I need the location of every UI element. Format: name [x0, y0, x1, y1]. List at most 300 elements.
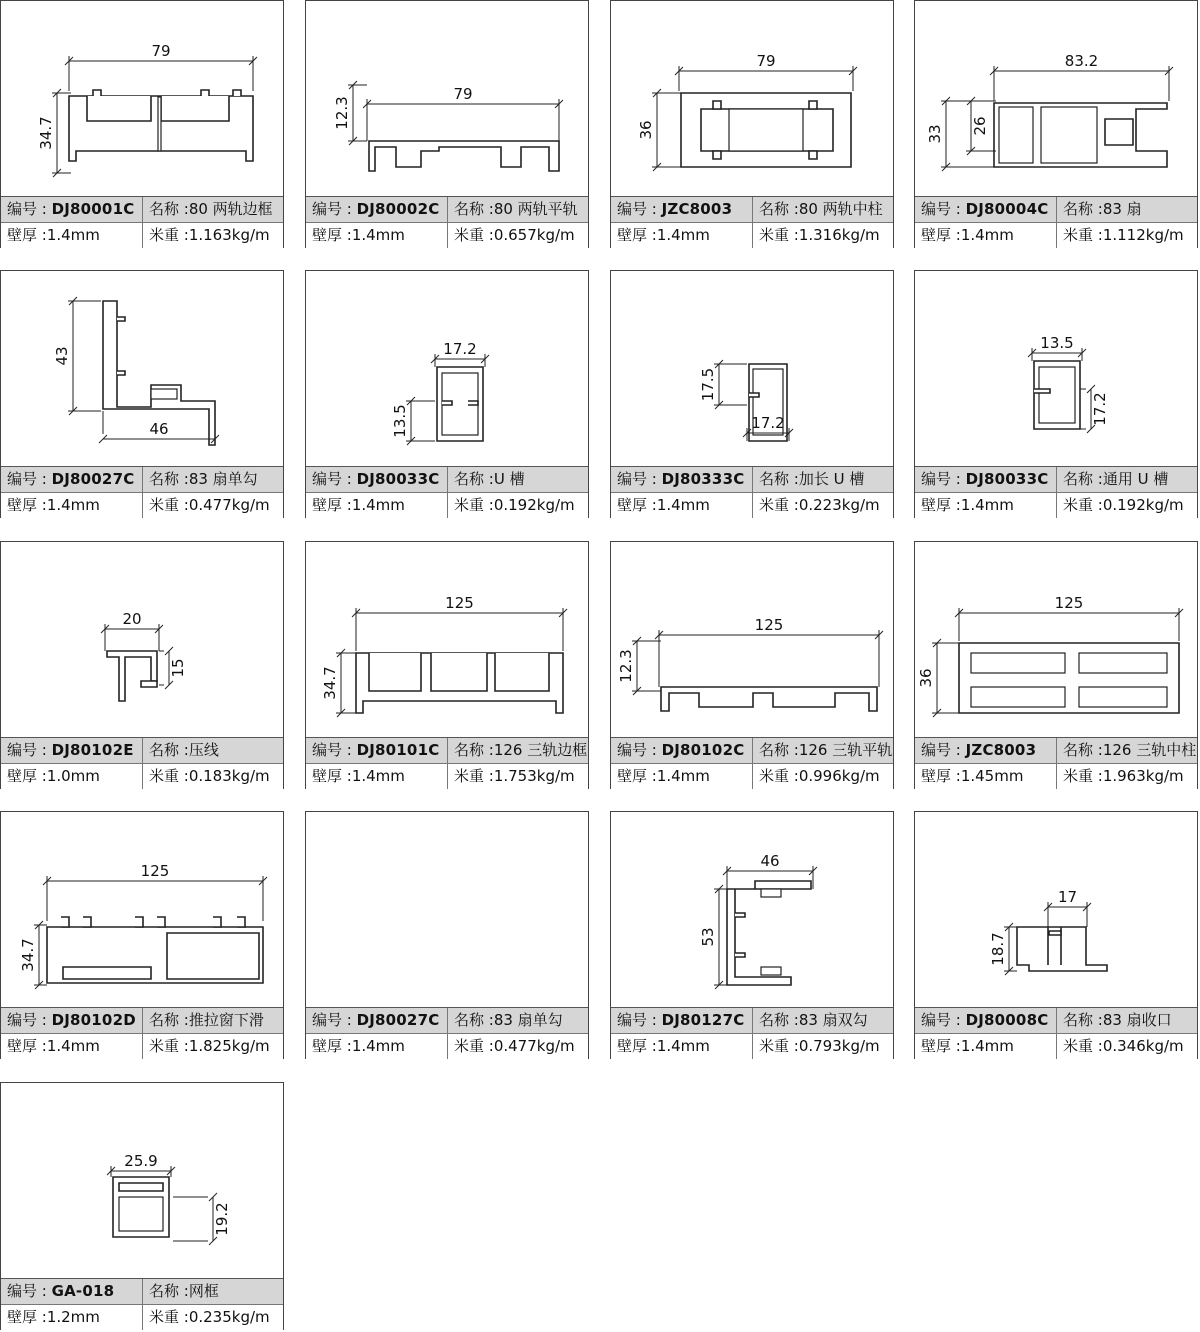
- product-code: DJ80004C: [965, 200, 1049, 218]
- wall-label: 壁厚 :: [312, 767, 352, 785]
- wall-label: 壁厚 :: [7, 767, 47, 785]
- name-cell: [143, 1279, 283, 1304]
- profile-chamber: [1079, 687, 1167, 707]
- profile-chamber: [151, 389, 177, 399]
- spec-row-id: [1, 1007, 283, 1033]
- name-cell: [448, 197, 588, 222]
- wall-thickness: 1.4mm: [656, 226, 710, 244]
- spec-row-physical: [611, 222, 893, 248]
- spec-row-id: [1, 466, 283, 492]
- code-label: 编号 :: [921, 200, 966, 218]
- profile-outline: [1034, 389, 1050, 393]
- dimension-label: 34.7: [19, 938, 37, 972]
- wall-cell: [1, 764, 143, 789]
- product-code: DJ80127C: [661, 1011, 745, 1029]
- wall-label: 壁厚 :: [617, 1037, 657, 1055]
- profile-outline: [117, 317, 125, 375]
- wall-label: 壁厚 :: [312, 496, 352, 514]
- wall-label: 壁厚 :: [921, 226, 961, 244]
- code-label: 编号 :: [312, 470, 357, 488]
- meter-weight: 1.753kg/m: [493, 767, 575, 785]
- meter-weight: 0.477kg/m: [188, 496, 270, 514]
- code-label: 编号 :: [7, 200, 52, 218]
- product-code: DJ80102C: [661, 741, 745, 759]
- code-label: 编号 :: [921, 1011, 966, 1029]
- meter-weight: 0.183kg/m: [188, 767, 270, 785]
- dimension-label: 36: [637, 120, 655, 140]
- name-cell: [143, 738, 283, 763]
- dimension-label: 53: [699, 927, 717, 947]
- wall-thickness: 1.4mm: [351, 767, 405, 785]
- name-label: 名称 :: [1063, 741, 1103, 759]
- product-card: [0, 0, 284, 248]
- dimension-label: 13.5: [1040, 334, 1074, 352]
- product-code: DJ80102E: [51, 741, 134, 759]
- weight-label: 米重 :: [454, 496, 494, 514]
- weight-cell: [753, 223, 893, 248]
- spec-table: [611, 196, 893, 247]
- profile-drawing: [915, 1, 1197, 197]
- wall-thickness: 1.4mm: [351, 496, 405, 514]
- product-name: 加长 U 槽: [798, 470, 865, 488]
- name-cell: [143, 467, 283, 492]
- spec-row-physical: [1, 222, 283, 248]
- profile-drawing: [306, 271, 588, 467]
- profile-outline: [63, 967, 151, 979]
- weight-label: 米重 :: [149, 767, 189, 785]
- product-code: DJ80333C: [661, 470, 745, 488]
- dimension-label: 12.3: [333, 96, 351, 130]
- product-name: 83 扇单勾: [188, 470, 258, 488]
- meter-weight: 1.112kg/m: [1102, 226, 1184, 244]
- dimension-label: 46: [760, 852, 780, 870]
- product-card: [914, 270, 1198, 518]
- product-name: U 槽: [493, 470, 525, 488]
- wall-label: 壁厚 :: [312, 1037, 352, 1055]
- product-code: JZC8003: [965, 741, 1037, 759]
- profile-outline: [107, 651, 157, 701]
- spec-table: [915, 1007, 1197, 1058]
- spec-table: [611, 1007, 893, 1058]
- profile-chamber: [158, 97, 161, 151]
- profile-chamber: [1041, 107, 1097, 163]
- wall-label: 壁厚 :: [312, 226, 352, 244]
- code-label: 编号 :: [7, 1011, 52, 1029]
- code-cell: [915, 197, 1057, 222]
- profile-drawing: [611, 1, 893, 197]
- wall-thickness: 1.4mm: [960, 496, 1014, 514]
- code-label: 编号 :: [617, 470, 662, 488]
- profile-svg: [915, 542, 1197, 738]
- profile-drawing: [1, 1083, 283, 1279]
- code-label: 编号 :: [617, 741, 662, 759]
- profile-chamber: [761, 889, 781, 897]
- spec-row-id: [915, 737, 1197, 763]
- product-name: 通用 U 槽: [1102, 470, 1169, 488]
- name-label: 名称 :: [149, 470, 189, 488]
- product-name: 83 扇: [1102, 200, 1142, 218]
- profile-svg: [915, 271, 1197, 467]
- profile-outline: [1105, 119, 1133, 145]
- spec-row-physical: [611, 1033, 893, 1059]
- spec-table: [306, 466, 588, 517]
- dimension-label: 125: [445, 594, 474, 612]
- weight-cell: [448, 493, 588, 518]
- profile-outline: [661, 687, 877, 711]
- product-card: [0, 811, 284, 1059]
- weight-label: 米重 :: [759, 767, 799, 785]
- code-label: 编号 :: [921, 470, 966, 488]
- product-name: 83 扇单勾: [493, 1011, 563, 1029]
- name-cell: [1057, 197, 1197, 222]
- profile-drawing: [1, 542, 283, 738]
- meter-weight: 0.192kg/m: [1102, 496, 1184, 514]
- name-cell: [448, 738, 588, 763]
- code-label: 编号 :: [312, 1011, 357, 1029]
- spec-row-id: [611, 196, 893, 222]
- dimension-label: 125: [754, 616, 784, 634]
- name-label: 名称 :: [454, 741, 494, 759]
- product-card: [305, 541, 589, 789]
- profile-drawing: [915, 812, 1197, 1008]
- product-card: [0, 541, 284, 789]
- spec-row-id: [611, 1007, 893, 1033]
- meter-weight: 1.316kg/m: [798, 226, 880, 244]
- wall-thickness: 1.4mm: [656, 767, 710, 785]
- spec-row-id: [915, 1007, 1197, 1033]
- product-code: JZC8003: [661, 200, 733, 218]
- weight-cell: [753, 1034, 893, 1059]
- name-label: 名称 :: [454, 470, 494, 488]
- profile-svg: [915, 812, 1197, 1008]
- profile-chamber: [119, 1197, 163, 1231]
- name-label: 名称 :: [149, 1011, 189, 1029]
- wall-cell: [1, 1305, 143, 1330]
- product-code: DJ80008C: [965, 1011, 1049, 1029]
- name-label: 名称 :: [454, 200, 494, 218]
- wall-cell: [915, 1034, 1057, 1059]
- spec-row-physical: [1, 763, 283, 789]
- spec-row-id: [306, 466, 588, 492]
- code-cell: [611, 738, 753, 763]
- meter-weight: 1.825kg/m: [188, 1037, 270, 1055]
- wall-cell: [915, 493, 1057, 518]
- spec-row-id: [611, 466, 893, 492]
- spec-row-id: [1, 1278, 283, 1304]
- product-code: DJ80033C: [965, 470, 1049, 488]
- profile-svg: [1, 1083, 283, 1279]
- spec-table: [306, 1007, 588, 1058]
- code-label: 编号 :: [7, 470, 52, 488]
- dimension-label: 15: [169, 658, 187, 678]
- name-cell: [448, 1008, 588, 1033]
- code-cell: [1, 1008, 143, 1033]
- profile-chamber: [1079, 653, 1167, 673]
- profile-outline: [369, 653, 549, 691]
- wall-thickness: 1.4mm: [46, 226, 100, 244]
- dimension-label: 17: [1057, 888, 1078, 906]
- name-label: 名称 :: [759, 1011, 799, 1029]
- meter-weight: 0.223kg/m: [798, 496, 880, 514]
- dimension-label: 36: [917, 668, 935, 688]
- wall-cell: [611, 223, 753, 248]
- weight-cell: [1057, 1034, 1197, 1059]
- profile-svg: [1, 1, 283, 197]
- spec-table: [1, 466, 283, 517]
- weight-label: 米重 :: [1063, 496, 1103, 514]
- wall-label: 壁厚 :: [617, 226, 657, 244]
- profile-drawing: [915, 542, 1197, 738]
- weight-label: 米重 :: [759, 1037, 799, 1055]
- weight-cell: [143, 764, 283, 789]
- meter-weight: 0.996kg/m: [798, 767, 880, 785]
- profile-svg: [306, 812, 588, 1008]
- wall-label: 壁厚 :: [921, 767, 961, 785]
- meter-weight: 1.963kg/m: [1102, 767, 1184, 785]
- weight-label: 米重 :: [454, 767, 494, 785]
- product-card: [610, 270, 894, 518]
- profile-svg: [1, 812, 283, 1008]
- profile-svg: [306, 1, 588, 197]
- profile-chamber: [729, 109, 803, 151]
- product-name: 83 扇收口: [1102, 1011, 1172, 1029]
- profile-drawing: [915, 271, 1197, 467]
- profile-drawing: [611, 542, 893, 738]
- code-label: 编号 :: [617, 200, 662, 218]
- profile-outline: [141, 681, 157, 687]
- weight-cell: [143, 493, 283, 518]
- profile-drawing: [611, 271, 893, 467]
- name-label: 名称 :: [149, 1282, 189, 1300]
- wall-thickness: 1.4mm: [656, 496, 710, 514]
- name-label: 名称 :: [1063, 200, 1103, 218]
- profile-drawing: [306, 812, 588, 1008]
- product-code: DJ80102D: [51, 1011, 136, 1029]
- spec-row-physical: [306, 222, 588, 248]
- name-cell: [1057, 1008, 1197, 1033]
- product-name: 126 三轨中柱: [1102, 741, 1197, 759]
- spec-row-id: [1, 196, 283, 222]
- wall-thickness: 1.4mm: [46, 496, 100, 514]
- profile-svg: [611, 542, 893, 738]
- product-card: [305, 0, 589, 248]
- name-cell: [753, 738, 893, 763]
- weight-label: 米重 :: [759, 496, 799, 514]
- profile-chamber: [999, 107, 1033, 163]
- profile-chamber: [1039, 367, 1075, 423]
- profile-svg: [611, 1, 893, 197]
- wall-thickness: 1.45mm: [960, 767, 1024, 785]
- profile-chamber: [971, 687, 1065, 707]
- dimension-label: 26: [971, 116, 989, 136]
- profile-drawing: [1, 1, 283, 197]
- name-label: 名称 :: [454, 1011, 494, 1029]
- weight-cell: [1057, 223, 1197, 248]
- wall-cell: [611, 764, 753, 789]
- code-cell: [611, 1008, 753, 1033]
- profile-svg: [915, 1, 1197, 197]
- product-name: 网框: [188, 1282, 219, 1300]
- dimension-label: 125: [140, 862, 170, 880]
- profile-outline: [61, 917, 245, 927]
- product-card: [0, 1082, 284, 1330]
- product-code: DJ80001C: [51, 200, 135, 218]
- code-cell: [1, 1279, 143, 1304]
- product-code: DJ80002C: [356, 200, 440, 218]
- spec-row-physical: [611, 492, 893, 518]
- wall-label: 壁厚 :: [7, 226, 47, 244]
- spec-table: [1, 1007, 283, 1058]
- spec-table: [915, 737, 1197, 788]
- profile-svg: [1, 542, 283, 738]
- profile-outline: [735, 913, 745, 957]
- meter-weight: 0.346kg/m: [1102, 1037, 1184, 1055]
- weight-cell: [448, 1034, 588, 1059]
- dimension-label: 34.7: [37, 116, 55, 150]
- name-label: 名称 :: [1063, 1011, 1103, 1029]
- product-card: [610, 541, 894, 789]
- dimension-label: 46: [149, 420, 169, 438]
- spec-row-physical: [915, 763, 1197, 789]
- weight-cell: [143, 223, 283, 248]
- wall-thickness: 1.0mm: [46, 767, 100, 785]
- product-name: 推拉窗下滑: [188, 1011, 264, 1029]
- name-cell: [1057, 738, 1197, 763]
- spec-table: [611, 737, 893, 788]
- profile-outline: [167, 933, 259, 979]
- name-label: 名称 :: [759, 741, 799, 759]
- product-code: GA-018: [51, 1282, 115, 1300]
- profile-drawing: [611, 812, 893, 1008]
- spec-row-id: [306, 196, 588, 222]
- wall-label: 壁厚 :: [7, 496, 47, 514]
- product-code: DJ80027C: [356, 1011, 440, 1029]
- product-card: [914, 811, 1198, 1059]
- meter-weight: 0.477kg/m: [493, 1037, 575, 1055]
- meter-weight: 0.192kg/m: [493, 496, 575, 514]
- dimension-label: 17.2: [751, 414, 785, 432]
- wall-cell: [306, 223, 448, 248]
- spec-row-id: [915, 466, 1197, 492]
- wall-cell: [611, 493, 753, 518]
- code-cell: [306, 197, 448, 222]
- wall-thickness: 1.4mm: [656, 1037, 710, 1055]
- weight-label: 米重 :: [149, 1037, 189, 1055]
- spec-row-id: [306, 1007, 588, 1033]
- code-label: 编号 :: [312, 200, 357, 218]
- profile-svg: [306, 271, 588, 467]
- profile-svg: [306, 542, 588, 738]
- name-label: 名称 :: [759, 470, 799, 488]
- weight-cell: [143, 1034, 283, 1059]
- spec-table: [611, 466, 893, 517]
- name-cell: [448, 467, 588, 492]
- product-name: 压线: [188, 741, 219, 759]
- code-cell: [306, 738, 448, 763]
- spec-row-physical: [1, 492, 283, 518]
- wall-label: 壁厚 :: [7, 1308, 47, 1326]
- product-card: [0, 270, 284, 518]
- wall-cell: [1, 223, 143, 248]
- wall-thickness: 1.4mm: [960, 1037, 1014, 1055]
- weight-label: 米重 :: [1063, 767, 1103, 785]
- weight-cell: [143, 1305, 283, 1330]
- spec-row-id: [306, 737, 588, 763]
- dimension-label: 18.7: [989, 932, 1007, 966]
- wall-thickness: 1.4mm: [351, 226, 405, 244]
- product-code: DJ80027C: [51, 470, 135, 488]
- code-cell: [306, 467, 448, 492]
- spec-row-physical: [306, 763, 588, 789]
- wall-cell: [1, 493, 143, 518]
- dimension-label: 19.2: [213, 1202, 231, 1236]
- meter-weight: 0.235kg/m: [188, 1308, 270, 1326]
- code-label: 编号 :: [617, 1011, 662, 1029]
- dimension-label: 17.2: [1091, 392, 1109, 426]
- spec-table: [915, 466, 1197, 517]
- spec-row-id: [915, 196, 1197, 222]
- spec-table: [306, 196, 588, 247]
- spec-row-id: [611, 737, 893, 763]
- product-name: 80 两轨平轨: [493, 200, 578, 218]
- product-code: DJ80101C: [356, 741, 440, 759]
- wall-label: 壁厚 :: [921, 496, 961, 514]
- wall-cell: [1, 1034, 143, 1059]
- dimension-label: 12.3: [617, 649, 635, 683]
- product-name: 80 两轨中柱: [798, 200, 883, 218]
- product-name: 83 扇双勾: [798, 1011, 868, 1029]
- spec-row-physical: [915, 492, 1197, 518]
- name-cell: [753, 1008, 893, 1033]
- wall-cell: [611, 1034, 753, 1059]
- spec-table: [915, 196, 1197, 247]
- spec-table: [1, 737, 283, 788]
- spec-row-physical: [1, 1304, 283, 1330]
- dimension-label: 34.7: [321, 666, 339, 700]
- dimension-label: 79: [756, 52, 776, 70]
- dimension-label: 25.9: [124, 1152, 158, 1170]
- profile-chamber: [971, 653, 1065, 673]
- code-label: 编号 :: [7, 1282, 52, 1300]
- profile-outline: [1017, 927, 1107, 971]
- wall-cell: [306, 764, 448, 789]
- profile-svg: [1, 271, 283, 467]
- code-cell: [1, 467, 143, 492]
- name-cell: [1057, 467, 1197, 492]
- weight-label: 米重 :: [1063, 226, 1103, 244]
- name-label: 名称 :: [149, 741, 189, 759]
- code-cell: [1, 738, 143, 763]
- dimension-label: 43: [53, 346, 71, 366]
- spec-row-physical: [611, 763, 893, 789]
- code-cell: [1, 197, 143, 222]
- code-cell: [915, 738, 1057, 763]
- wall-label: 壁厚 :: [617, 767, 657, 785]
- dimension-label: 13.5: [391, 404, 409, 438]
- code-cell: [611, 467, 753, 492]
- dimension-label: 17.2: [443, 340, 477, 358]
- profile-svg: [611, 812, 893, 1008]
- profile-drawing: [306, 1, 588, 197]
- wall-label: 壁厚 :: [617, 496, 657, 514]
- name-label: 名称 :: [149, 200, 189, 218]
- spec-table: [1, 1278, 283, 1329]
- wall-thickness: 1.4mm: [960, 226, 1014, 244]
- wall-label: 壁厚 :: [7, 1037, 47, 1055]
- product-card: [914, 541, 1198, 789]
- profile-drawing: [1, 812, 283, 1008]
- weight-label: 米重 :: [454, 1037, 494, 1055]
